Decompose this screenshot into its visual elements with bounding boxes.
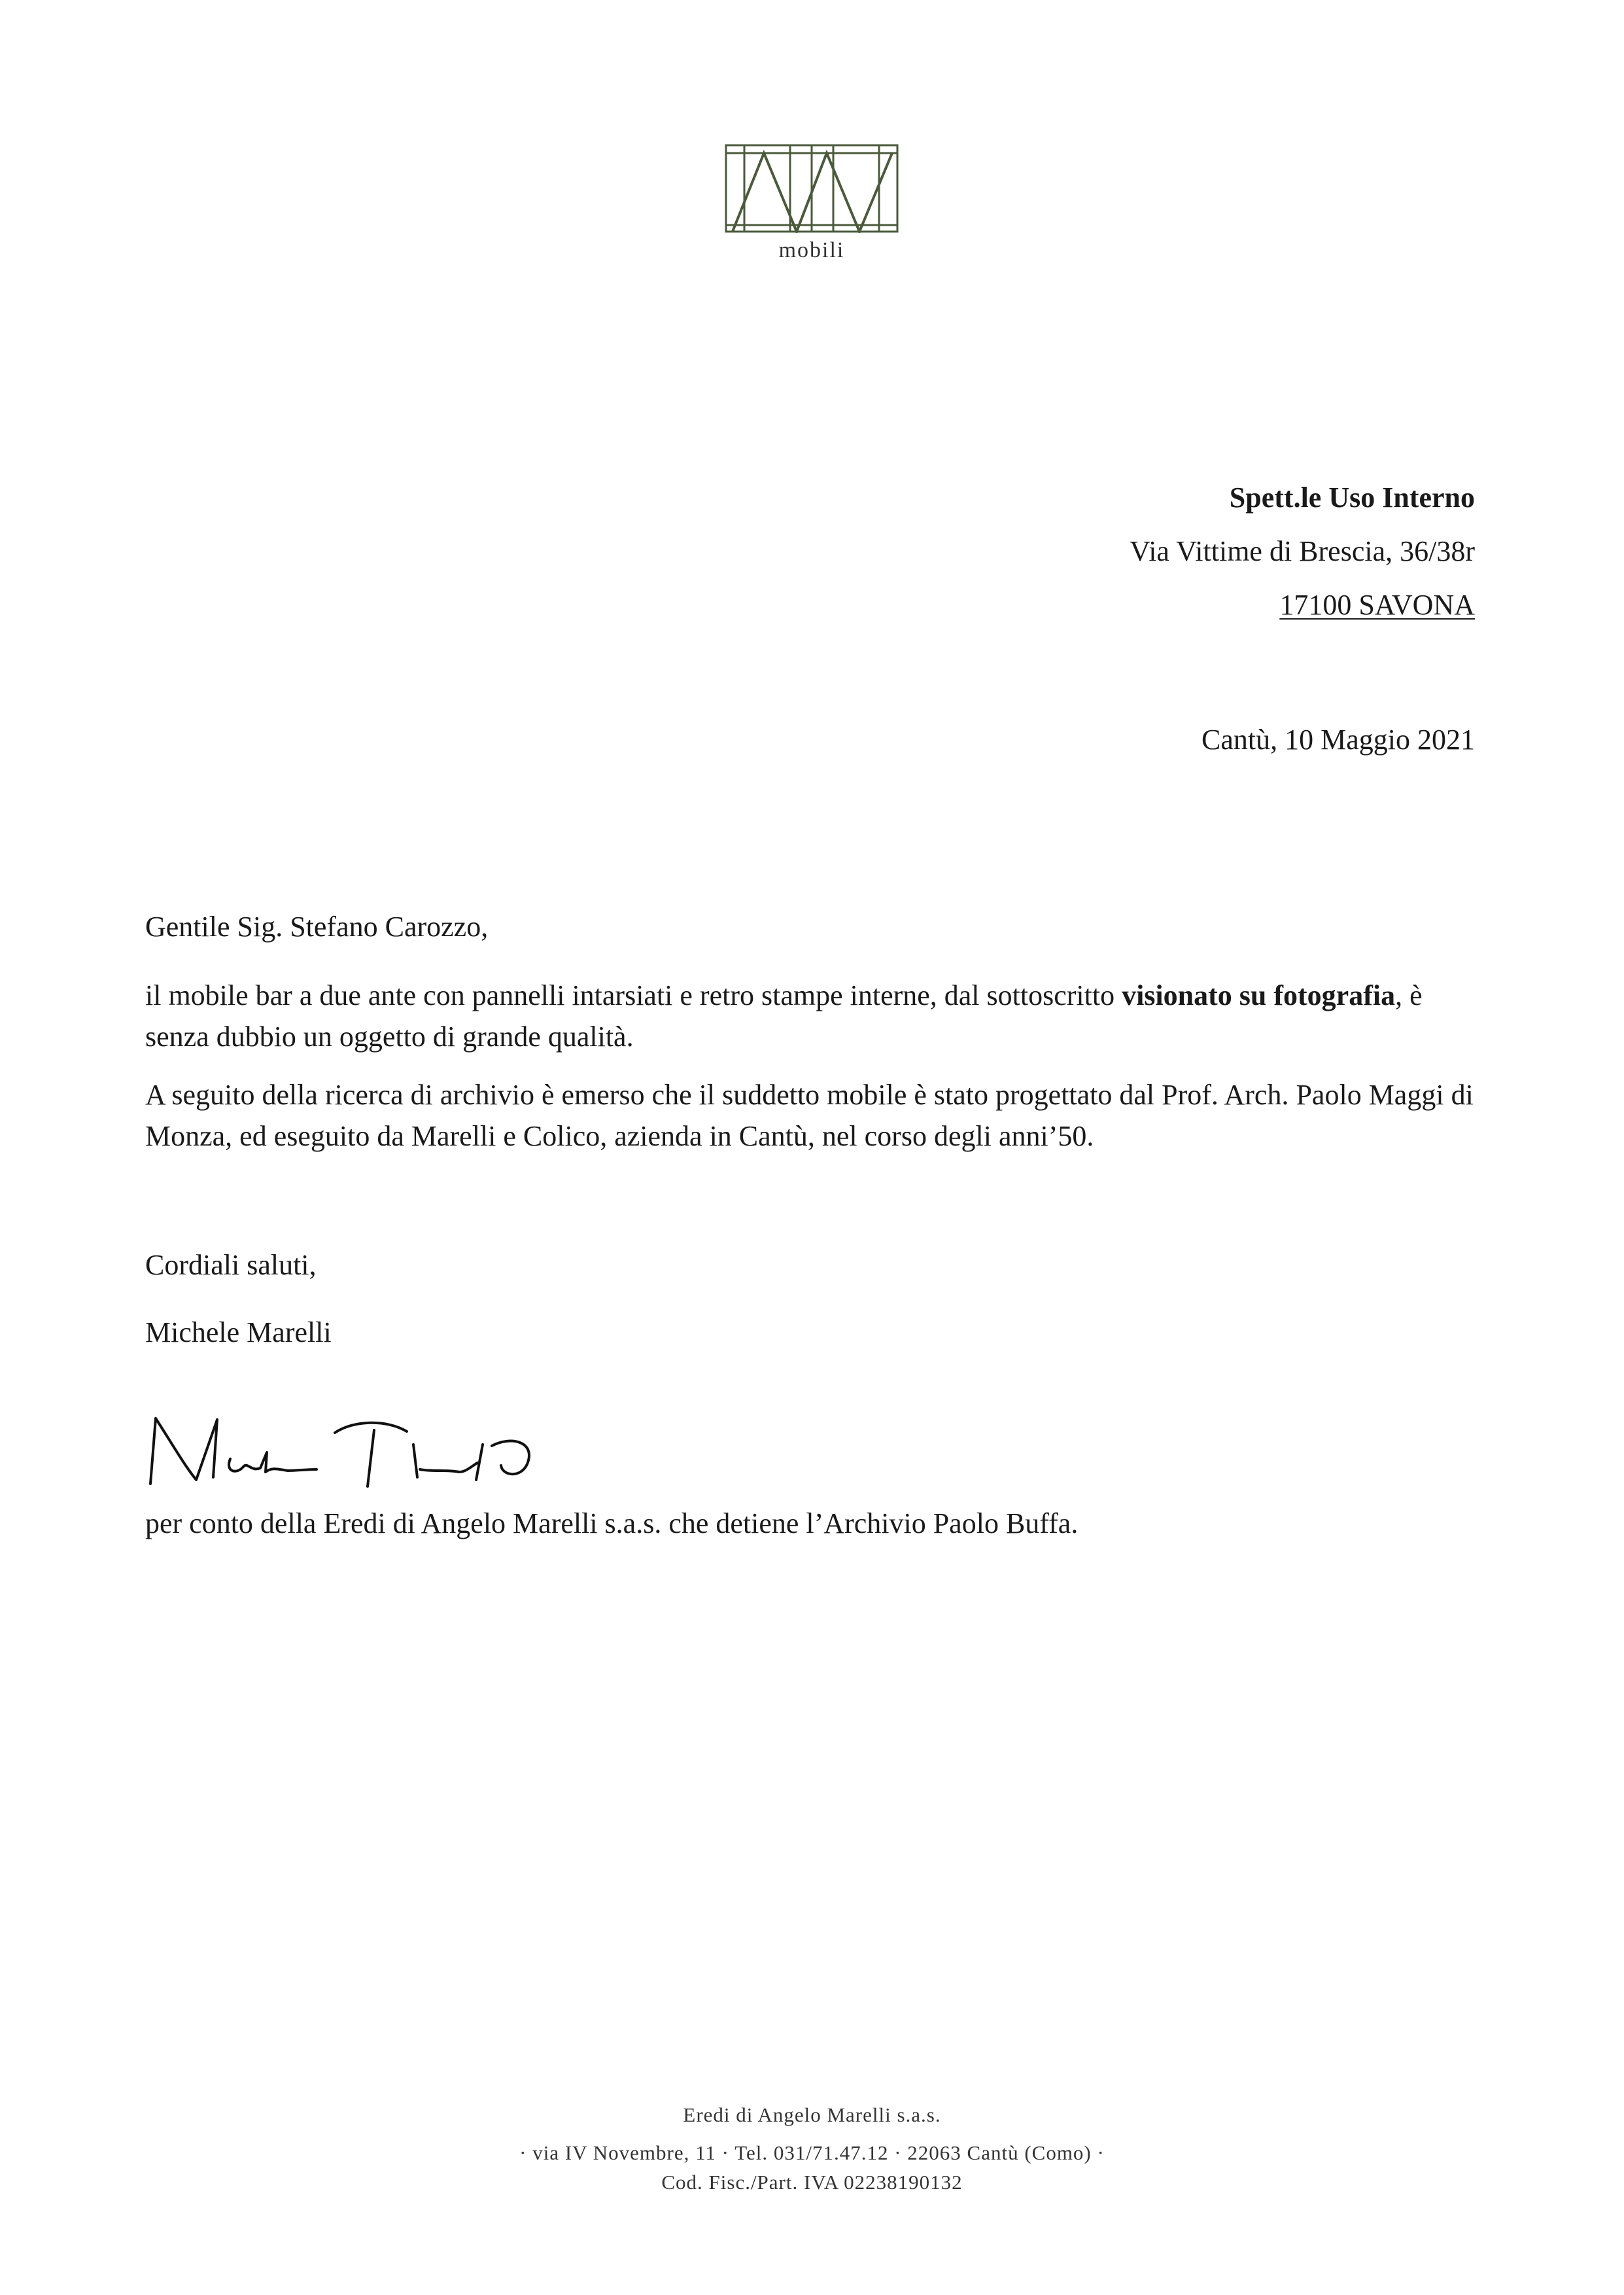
on-behalf-statement: per conto della Eredi di Angelo Marelli s.a.s. che detiene l’Archivio Paolo Buffa. <box>145 1507 1079 1539</box>
logo-wordmark: mobili <box>778 238 845 262</box>
recipient-street: Via Vittime di Brescia, 36/38r <box>1130 535 1475 567</box>
closing: Cordiali saluti, <box>145 1249 317 1281</box>
paragraph-1 <box>145 975 1479 1057</box>
footer-tax-id: Cod. Fisc./Part. IVA 02238190132 <box>661 2171 963 2194</box>
recipient-name: Spett.le Uso Interno <box>1229 482 1475 514</box>
footer-address: · via IV Novembre, 11 · Tel. 031/71.47.12 · 22063 Cantù (Como) · <box>519 2141 1105 2164</box>
greeting: Gentile Sig. Stefano Carozzo, <box>145 911 489 943</box>
recipient-city: 17100 SAVONA <box>1279 589 1475 621</box>
recipient-address <box>1130 471 1475 632</box>
handwritten-signature-icon <box>145 1407 564 1492</box>
signer-name: Michele Marelli <box>145 1316 332 1348</box>
letter-date: Cantù, 10 Maggio 2021 <box>1201 724 1475 756</box>
paragraph-1-lead: il mobile bar a due ante con pannelli intarsiati e retro stampe interne, dal sottoscritto <box>145 979 1122 1011</box>
footer-company: Eredi di Angelo Marelli s.a.s. <box>683 2103 941 2126</box>
paragraph-1-tail: , è senza dubbio un oggetto di grande qualità. <box>145 979 1423 1053</box>
mm-monogram-logo-icon <box>725 144 899 233</box>
paragraph-1-bold: visionato su fotografia <box>1122 979 1396 1011</box>
paragraph-2: A seguito della ricerca di archivio è emerso che il suddetto mobile è stato progettato dal Prof. Arch. Paolo Maggi di Monza, ed eseguito da Marelli e Colico, azienda in Cantù, nel corso degli anni’50. <box>145 1079 1474 1152</box>
